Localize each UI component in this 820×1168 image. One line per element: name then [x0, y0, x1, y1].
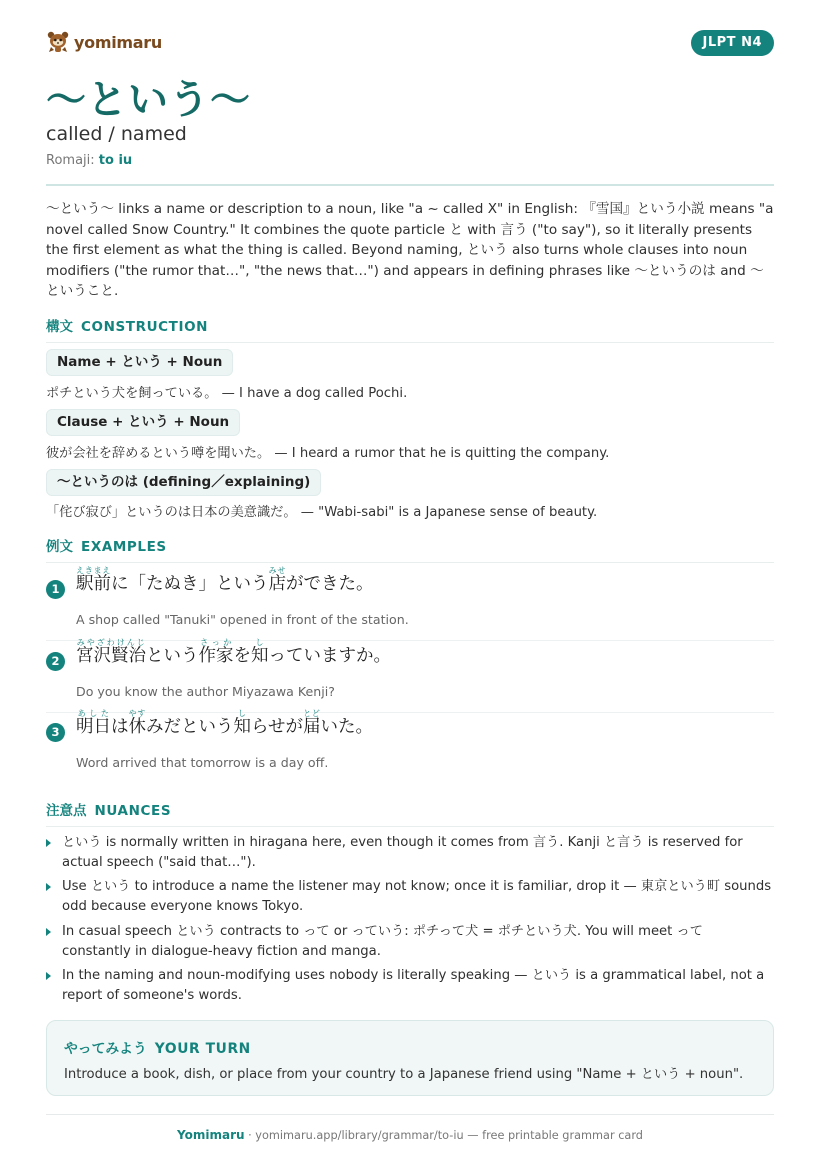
construction-heading-jp: 構文 [46, 319, 73, 335]
your-turn-heading-en: YOUR TURN [154, 1041, 251, 1057]
example-japanese [76, 709, 373, 738]
pattern-pill: Clause + という + Noun [46, 409, 240, 436]
furigana-word [76, 566, 111, 594]
sentence-text: という [146, 646, 199, 666]
furigana-reading: とど [302, 709, 321, 718]
nuance-item [46, 922, 774, 961]
sentence-text: ができた。 [286, 574, 374, 594]
example-number: 2 [46, 652, 65, 671]
furigana-reading: あした [76, 709, 111, 718]
examples-heading [46, 535, 774, 563]
example-item [46, 566, 774, 636]
examples-heading-jp: 例文 [46, 539, 73, 555]
example-number: 3 [46, 723, 65, 742]
example-item [46, 638, 774, 708]
furigana-word [76, 638, 146, 666]
nuances-heading-jp: 注意点 [46, 803, 87, 819]
nuance-text: という is normally written in hiragana here, even though it comes from 言う. Kanji と言う is reserved for actual speech ("said that…"). [62, 835, 743, 870]
footer-text: · yomimaru.app/library/grammar/to-iu — free printable grammar card [248, 1129, 643, 1142]
nuance-item [46, 966, 774, 1005]
kanji-base: 宮沢賢治 [76, 646, 146, 666]
bullet-triangle-icon [46, 972, 51, 980]
grammar-title: 〜という〜 [46, 77, 251, 123]
bullet-triangle-icon [46, 883, 51, 891]
furigana-reading: し [233, 709, 251, 718]
furigana-reading: やす [128, 709, 146, 718]
example-translation: A shop called "Tanuki" opened in front of the station. [76, 612, 409, 627]
romaji-value: to iu [98, 153, 133, 168]
pattern-pill: Name + という + Noun [46, 349, 233, 376]
furigana-reading: みせ [268, 566, 286, 575]
furigana-word [198, 638, 234, 666]
example-japanese [76, 638, 391, 667]
kanji-base: 休 [128, 717, 146, 737]
furigana-reading: みやざわけんじ [76, 638, 146, 647]
pattern-example: 「侘び寂び」というのは日本の美意識だ。 — "Wabi-sabi" is a Japanese sense of beauty. [46, 505, 598, 520]
sentence-text: に「たぬき」という [111, 574, 269, 594]
nuance-text: Use という to introduce a name the listener may not know; once it is familiar, drop it — 東京という町 sounds odd because everyone knows Tokyo. [62, 879, 772, 914]
kanji-base: 駅前 [76, 574, 111, 594]
example-item [46, 709, 774, 779]
furigana-reading: し [251, 638, 269, 647]
bullet-triangle-icon [46, 839, 51, 847]
kanji-base: 明日 [76, 717, 111, 737]
your-turn-box [46, 1020, 774, 1096]
kanji-base: 店 [268, 574, 286, 594]
furigana-word [302, 709, 321, 737]
pattern-example: ポチという犬を飼っている。 — I have a dog called Pochi. [46, 386, 408, 401]
furigana-word [128, 709, 147, 737]
divider [46, 184, 774, 186]
footer [46, 1128, 774, 1142]
romaji-label: Romaji: [46, 153, 95, 168]
example-number: 1 [46, 580, 65, 599]
your-turn-heading-jp: やってみよう [64, 1041, 147, 1057]
example-translation: Word arrived that tomorrow is a day off. [76, 755, 329, 770]
sentence-text: みだという [146, 717, 234, 737]
your-turn-text: Introduce a book, dish, or place from your country to a Japanese friend using "Name + という + noun". [64, 1067, 744, 1082]
sentence-text: いた。 [320, 717, 373, 737]
bullet-triangle-icon [46, 928, 51, 936]
furigana-word [268, 566, 287, 594]
sentence-text: を [233, 646, 251, 666]
furigana-word [76, 709, 111, 737]
kanji-base: 知 [233, 717, 251, 737]
furigana-word [233, 709, 252, 737]
intro-paragraph: 〜という〜 links a name or description to a noun, like "a ~ called X" in English: 『雪国』という小説 means "a novel called Snow Country." It combines the quote particle と with 言う ("to say"), so it literally presents the first element as what the thing is called. Beyond naming, という also turns whole clauses into noun modifiers ("the rumor that…", "the news that…") and appears in defining phrases like 〜というのは and 〜ということ. [46, 201, 774, 299]
furigana-word [251, 638, 269, 666]
sentence-text: っていますか。 [268, 646, 391, 666]
pattern-pill: 〜というのは (defining／explaining) [46, 469, 321, 496]
footer-divider [46, 1114, 774, 1115]
kanji-base: 知 [251, 646, 269, 666]
grammar-meaning: called / named [46, 123, 187, 145]
nuance-text: In casual speech という contracts to って or っていう: ポチって犬 = ポチという犬. You will meet って constantly in dialogue-heavy fiction and manga. [62, 924, 703, 959]
kanji-base: 作家 [198, 646, 234, 666]
nuances-heading [46, 799, 774, 827]
nuance-item [46, 833, 774, 872]
your-turn-heading [64, 1037, 251, 1057]
brand-name: yomimaru [74, 32, 162, 52]
furigana-reading: さっか [198, 638, 234, 647]
example-japanese [76, 566, 374, 595]
romaji-line [46, 153, 132, 168]
pattern-example: 彼が会社を辞めるという噂を聞いた。 — I heard a rumor that he is quitting the company. [46, 446, 610, 461]
footer-brand[interactable]: Yomimaru [177, 1128, 245, 1142]
construction-heading-en: CONSTRUCTION [81, 319, 209, 335]
nuance-text: In the naming and noun-modifying uses nobody is literally speaking — という is a grammatical label, not a report of someone's words. [62, 968, 765, 1003]
sentence-text: らせが [251, 717, 303, 737]
jlpt-level-badge: JLPT N4 [691, 30, 774, 56]
furigana-reading: えきまえ [76, 566, 111, 575]
nuances-heading-en: NUANCES [94, 803, 172, 819]
header [46, 30, 774, 56]
example-translation: Do you know the author Miyazawa Kenji? [76, 684, 335, 699]
grammar-card [46, 0, 774, 1168]
nuance-item [46, 877, 774, 916]
logo[interactable] [46, 30, 162, 54]
examples-heading-en: EXAMPLES [81, 539, 167, 555]
kanji-base: 届 [302, 717, 321, 737]
sentence-text: は [111, 717, 129, 737]
construction-heading [46, 315, 774, 343]
raccoon-mascot-icon [46, 30, 70, 54]
